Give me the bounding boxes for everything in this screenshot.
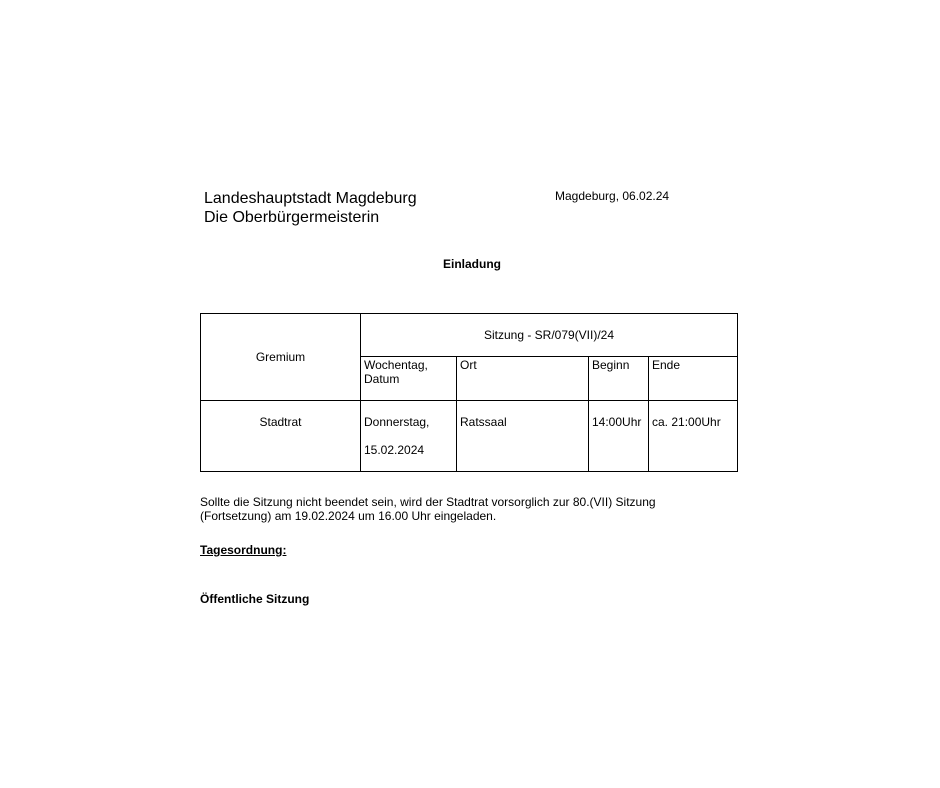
public-session-heading: Öffentliche Sitzung: [200, 592, 310, 606]
header-ort: [457, 357, 589, 401]
cell-ort: [457, 401, 589, 472]
cell-wochentag: [361, 401, 457, 472]
notice-line-1: Sollte die Sitzung nicht beendet sein, wird der Stadtrat vorsorglich zur 80.(VII) Sitzung: [200, 495, 656, 509]
letterhead-office: Die Oberbürgermeisterin: [204, 209, 380, 226]
letterhead: [204, 189, 417, 227]
header-datum-label: Datum: [364, 372, 400, 386]
header-sitzung-label: Sitzung - SR/079(VII)/24: [483, 328, 615, 342]
cell-gremium-value: Stadtrat: [259, 415, 302, 429]
table-header-row: [201, 314, 738, 357]
header-beginn-label: Beginn: [592, 358, 630, 372]
document-date: Magdeburg, 06.02.24: [555, 189, 670, 203]
header-beginn: [589, 357, 649, 401]
agenda-heading: Tagesordnung:: [200, 543, 287, 557]
meeting-table: [200, 313, 738, 472]
header-gremium-label: Gremium: [255, 350, 306, 364]
cell-ende-value: ca. 21:00Uhr: [652, 415, 721, 429]
continuation-notice: [200, 495, 760, 523]
header-ende-label: Ende: [652, 358, 681, 372]
header-wochentag-label: Wochentag,: [364, 358, 428, 372]
cell-wochentag-value: Donnerstag,: [364, 415, 430, 429]
header-gremium: [201, 314, 361, 401]
header-ort-label: Ort: [460, 358, 477, 372]
header-sitzung: [361, 314, 738, 357]
cell-gremium: [201, 401, 361, 472]
cell-ende: [649, 401, 738, 472]
table-row: [201, 401, 738, 472]
cell-datum-value: 15.02.2024: [364, 443, 425, 457]
cell-ort-value: Ratssaal: [460, 415, 507, 429]
document-title: Einladung: [443, 257, 501, 271]
header-ende: [649, 357, 738, 401]
header-wochentag: [361, 357, 457, 401]
notice-line-2: (Fortsetzung) am 19.02.2024 um 16.00 Uhr eingeladen.: [200, 509, 497, 523]
cell-beginn-value: 14:00Uhr: [592, 415, 642, 429]
letterhead-city: Landeshauptstadt Magdeburg: [204, 190, 417, 207]
cell-beginn: [589, 401, 649, 472]
